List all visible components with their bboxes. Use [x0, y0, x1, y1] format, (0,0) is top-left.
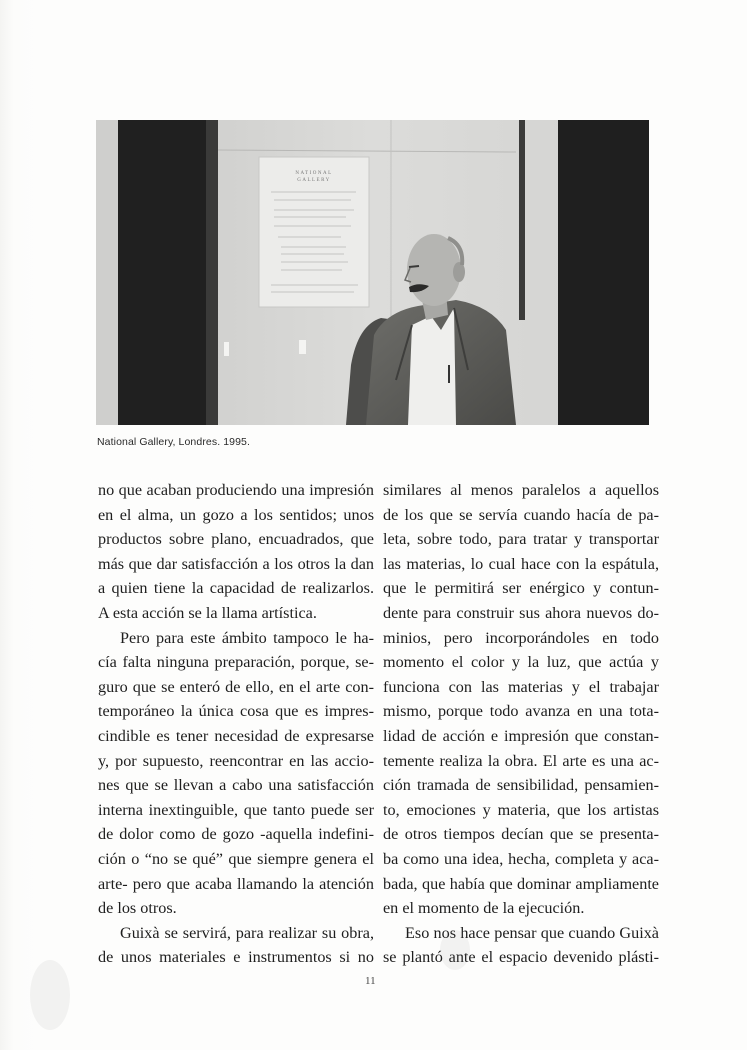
text-line: productos sobre plano, encuadrados, que — [98, 530, 374, 549]
text-line: de dolor como de gozo -aquella indefini- — [98, 825, 374, 844]
text-line: Guixà se servirá, para realizar su obra, — [120, 923, 374, 942]
photo-illustration — [96, 120, 649, 425]
scan-smudge — [30, 960, 70, 1030]
text-line: temporáneo la única cosa que es impres- — [98, 702, 374, 721]
text-column-left — [98, 478, 374, 970]
text-line: similares al menos paralelos a aquellos — [383, 481, 659, 499]
text-line: A esta acción se la llama artística. — [98, 603, 317, 622]
left-wall-edge — [96, 120, 118, 425]
text-line: minios, pero incorporándoles en todo — [383, 628, 659, 647]
text-line: ción o “no se qué” que siempre genera el — [98, 849, 374, 868]
text-line: a quien tiene la capacidad de realizarlos. — [98, 579, 374, 598]
text-line: leta, sobre todo, para tratar y transportar — [383, 530, 659, 549]
text-line: funciona con las materias y el trabajar — [383, 677, 659, 696]
text-line: de los otros. — [98, 899, 177, 918]
photograph — [96, 120, 649, 425]
text-line: más que dar satisfacción a los otros la dan — [98, 554, 374, 573]
poster-title-line-1: NATIONAL — [295, 171, 333, 176]
text-line: lidad de acción e impresión que constan- — [383, 726, 659, 745]
text-line: momento el color y la luz, que actúa y — [383, 653, 659, 672]
text-line: ba como una idea, hecha, completa y aca- — [383, 849, 659, 868]
text-line: las materias, lo cual hace con la espátula, — [383, 554, 659, 573]
text-line: de unos materiales e instrumentos si no — [98, 948, 374, 967]
right-doorway — [558, 120, 649, 425]
text-line: cindible es tener necesidad de expresarse — [98, 726, 374, 745]
text-line: Pero para este ámbito tampoco le ha- — [120, 628, 374, 647]
drainpipe — [519, 120, 525, 320]
text-line: nes que se llevan a cabo una satisfacción — [98, 776, 374, 795]
head — [407, 234, 461, 306]
text-line: bada, que había que dominar ampliamente — [383, 874, 659, 893]
text-line: ción tramada de sensibilidad, pensamien- — [383, 776, 659, 795]
text-line: de otros tiempos decían que se presenta- — [383, 825, 659, 844]
text-line: mismo, porque todo avanza en una tota- — [383, 702, 659, 721]
text-line: no que acaban produciendo una impresión — [98, 481, 374, 499]
text-line: to, emociones y materia, que los artistas — [383, 800, 659, 819]
text-line: arte- pero que acaba llamando la atención — [98, 874, 374, 893]
page-number: 11 — [365, 975, 376, 987]
text-line: dente para construir sus ahora nuevos do- — [383, 603, 659, 622]
text-line: cía falta ninguna preparación, porque, se- — [98, 653, 374, 672]
text-line: de los que se servía cuando hacía de pa- — [383, 505, 659, 524]
poster-title-line-2: GALLERY — [297, 178, 331, 183]
text-line: y, por supuesto, reencontrar en las accio- — [98, 751, 374, 770]
text-line: se plantó ante el espacio devenido plásti- — [383, 948, 659, 967]
text-line: interna inextinguible, que tanto puede ser — [98, 800, 374, 819]
left-doorway — [118, 120, 216, 425]
text-column-right — [383, 478, 659, 970]
text-line: en el momento de la ejecución. — [383, 899, 585, 918]
text-line: guro que se enteró de ello, en el arte con- — [98, 677, 374, 696]
text-line: temente realiza la obra. El arte es una ac- — [383, 751, 659, 770]
text-line: que le permitirá ser enérgico y contun- — [383, 579, 659, 598]
text-line: en el alma, un gozo a los sentidos; unos — [98, 505, 374, 524]
photo-caption: National Gallery, Londres. 1995. — [97, 436, 251, 448]
text-line: Eso nos hace pensar que cuando Guixà — [405, 923, 659, 942]
